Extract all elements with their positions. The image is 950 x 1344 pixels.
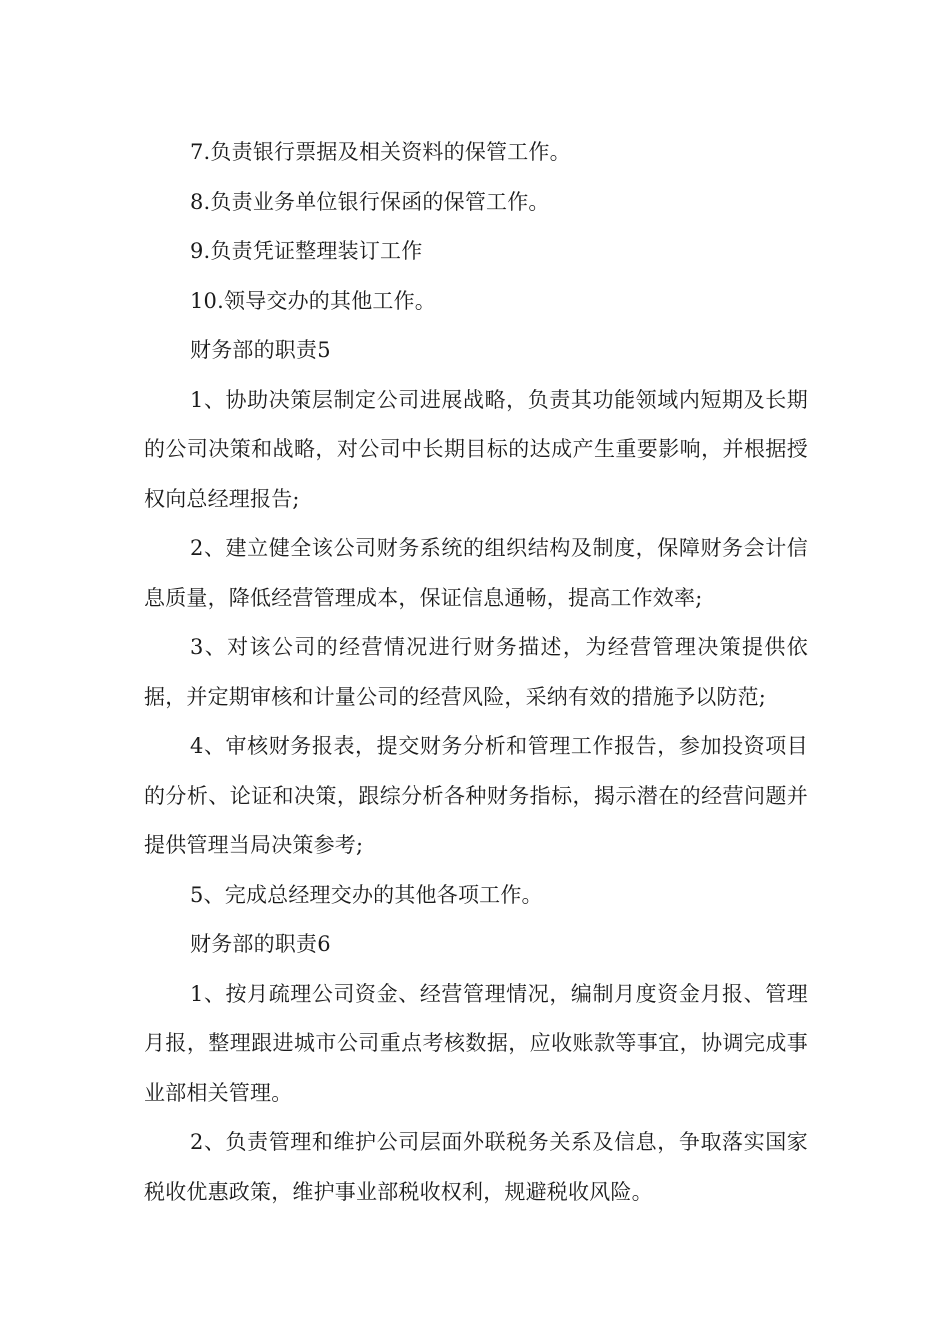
paragraph: 1、按月疏理公司资金、经营管理情况，编制月度资金月报、管理月报，整理跟进城市公司重点考核数据，应收账款等事宜，协调完成事业部相关管理。	[144, 981, 808, 1105]
paragraph: 2、负责管理和维护公司层面外联税务关系及信息，争取落实国家税收优惠政策，维护事业部税收权利，规避税收风险。	[144, 1130, 808, 1204]
paragraph: 5、完成总经理交办的其他各项工作。	[190, 882, 543, 907]
paragraph: 8.负责业务单位银行保函的保管工作。	[190, 189, 550, 214]
paragraph: 7.负责银行票据及相关资料的保管工作。	[190, 140, 571, 164]
section-heading: 财务部的职责5	[190, 338, 331, 362]
document-body	[144, 128, 808, 1217]
paragraph: 2、建立健全该公司财务系统的组织结构及制度，保障财务会计信息质量，降低经营管理成本，保证信息通畅，提高工作效率;	[144, 536, 808, 610]
paragraph: 10.领导交办的其他工作。	[190, 288, 436, 313]
paragraph: 3、对该公司的经营情况进行财务描述，为经营管理决策提供依据，并定期审核和计量公司的经营风险，采纳有效的措施予以防范;	[144, 635, 808, 709]
paragraph: 1、协助决策层制定公司进展战略，负责其功能领域内短期及长期的公司决策和战略，对公司中长期目标的达成产生重要影响，并根据授权向总经理报告;	[144, 387, 808, 511]
section-heading: 财务部的职责6	[190, 932, 331, 956]
paragraph: 4、审核财务报表，提交财务分析和管理工作报告，参加投资项目的分析、论证和决策，跟综分析各种财务指标，揭示潜在的经营问题并提供管理当局决策参考;	[144, 734, 808, 857]
paragraph: 9.负责凭证整理装订工作	[190, 239, 423, 263]
